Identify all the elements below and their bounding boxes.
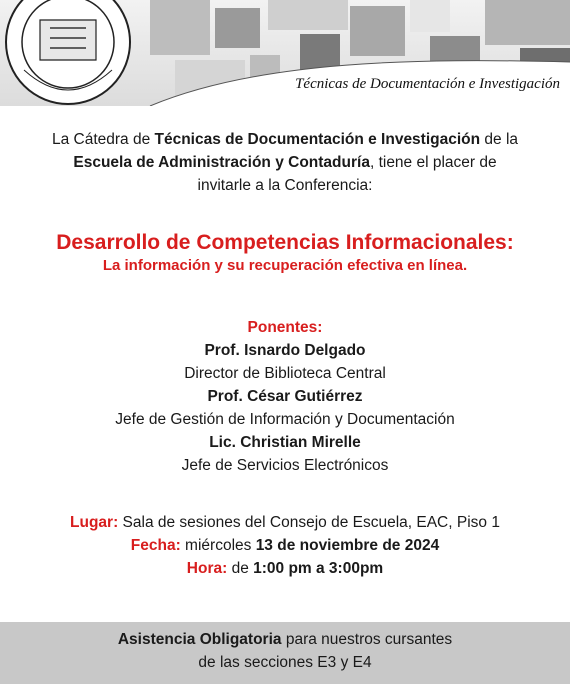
- intro-paragraph: [0, 128, 570, 197]
- conference-title: Desarrollo de Competencias Informacionales:: [56, 231, 514, 254]
- speaker-role: Jefe de Gestión de Información y Documentación: [115, 411, 455, 428]
- intro-line-1: La Cátedra de Técnicas de Documentación e Investigación de la: [51, 131, 519, 148]
- date-line: Fecha: miércoles 13 de noviembre de 2024: [130, 537, 440, 554]
- footer-line-2: de las secciones E3 y E4: [198, 654, 372, 671]
- intro-line-3: invitarle a la Conferencia:: [197, 177, 373, 194]
- university-seal-icon: [6, 0, 130, 104]
- speaker-role: Director de Biblioteca Central: [184, 365, 386, 382]
- event-details: [0, 511, 570, 580]
- speakers-section: [0, 316, 570, 477]
- speakers-label: Ponentes:: [247, 319, 323, 336]
- conference-subtitle: La información y su recuperación efectiva en línea.: [102, 257, 468, 274]
- place-line: Lugar: Sala de sesiones del Consejo de Escuela, EAC, Piso 1: [70, 514, 500, 531]
- header-banner: [0, 0, 570, 106]
- time-line: Hora: de 1:00 pm a 3:00pm: [186, 560, 384, 577]
- speaker-name: Lic. Christian Mirelle: [209, 434, 361, 451]
- speaker-name: Prof. César Gutiérrez: [207, 388, 363, 405]
- attendance-footer: [0, 622, 570, 684]
- speaker-name: Prof. Isnardo Delgado: [204, 342, 366, 359]
- invitation-body: [0, 128, 570, 580]
- speaker-role: Jefe de Servicios Electrónicos: [181, 457, 389, 474]
- footer-line-1: Asistencia Obligatoria para nuestros cursantes: [117, 631, 453, 648]
- intro-line-2: Escuela de Administración y Contaduría, tiene el placer de: [73, 154, 497, 171]
- course-title: Técnicas de Documentación e Investigación: [295, 76, 560, 92]
